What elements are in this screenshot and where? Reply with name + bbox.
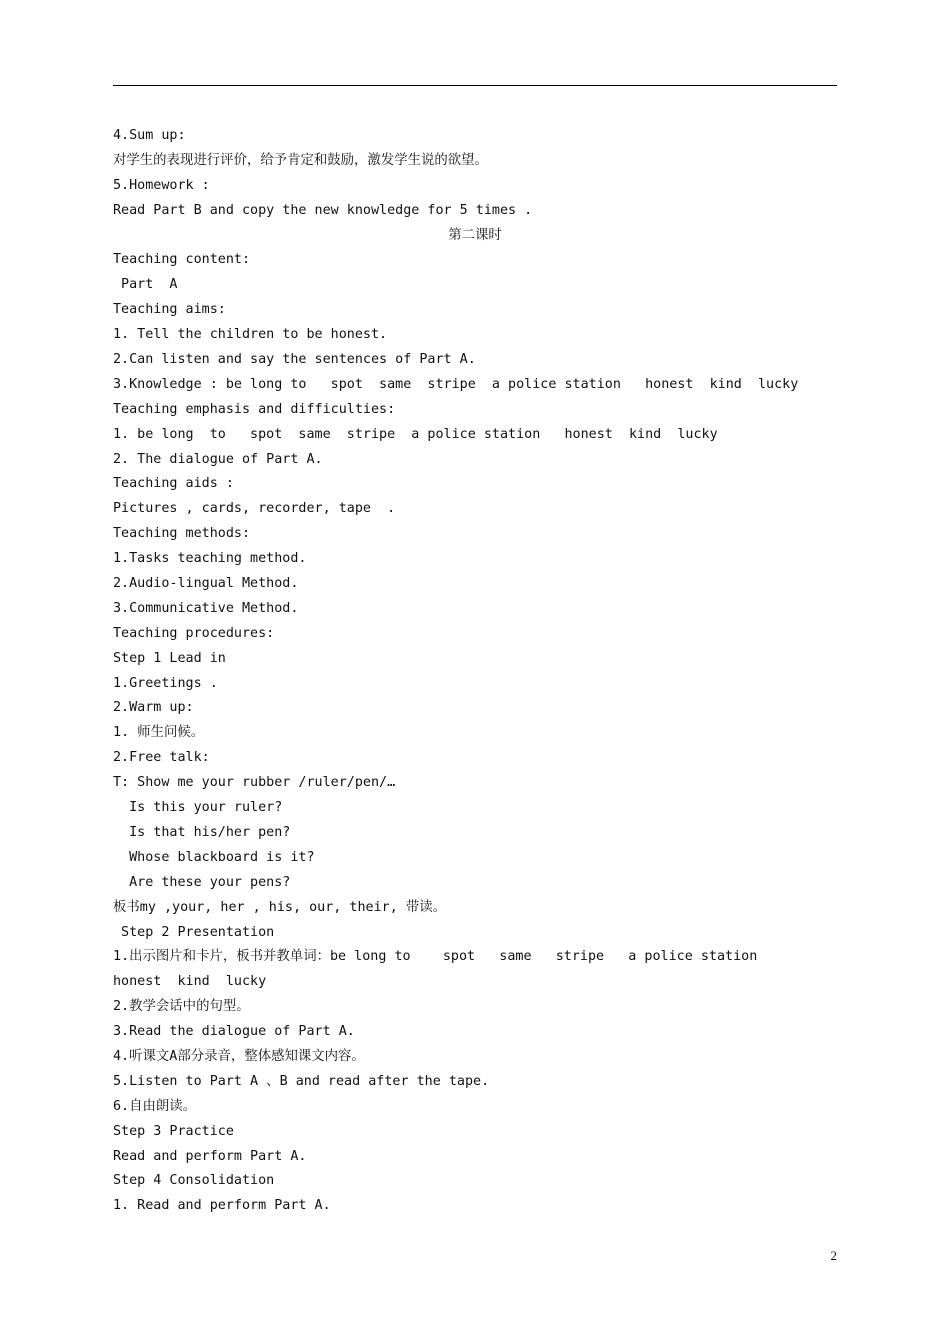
text-line: Part A bbox=[113, 277, 178, 293]
text-line: 1.出示图片和卡片，板书并教单词：be long to spot same stripe a police station bbox=[113, 949, 758, 965]
text-line: Teaching methods: bbox=[113, 526, 251, 542]
text-line: 5.Listen to Part A 、B and read after the tape. bbox=[113, 1073, 490, 1089]
text-line: Step 1 Lead in bbox=[113, 650, 226, 666]
text-line: 1.Tasks teaching method. bbox=[113, 551, 307, 567]
text-line: Are these your pens? bbox=[113, 874, 291, 890]
text-line: honest kind lucky bbox=[113, 974, 267, 990]
text-line: 2.Warm up: bbox=[113, 700, 194, 716]
text-line: 5.Homework : bbox=[113, 177, 210, 193]
text-line: Teaching aids : bbox=[113, 476, 234, 492]
text-line: Read and perform Part A. bbox=[113, 1148, 307, 1164]
section-heading: 第二课时 bbox=[448, 227, 502, 243]
text-line: 4.听课文A部分录音，整体感知课文内容。 bbox=[113, 1048, 365, 1064]
text-line: 3.Knowledge : be long to spot same stripe a police station honest kind lucky bbox=[113, 376, 799, 392]
text-line: 1. be long to spot same stripe a police station honest kind lucky bbox=[113, 426, 718, 442]
text-line: 2.教学会话中的句型。 bbox=[113, 999, 250, 1015]
text-line: 6.自由朗读。 bbox=[113, 1098, 197, 1114]
text-line: 2. The dialogue of Part A. bbox=[113, 451, 323, 467]
text-line: 3.Read the dialogue of Part A. bbox=[113, 1024, 355, 1040]
text-line: 1. Read and perform Part A. bbox=[113, 1198, 331, 1214]
text-line: Step 3 Practice bbox=[113, 1123, 234, 1139]
text-line: Is that his/her pen? bbox=[113, 824, 291, 840]
text-line: Whose blackboard is it? bbox=[113, 849, 315, 865]
document-body bbox=[113, 124, 837, 1219]
text-line: Read Part B and copy the new knowledge for 5 times . bbox=[113, 202, 533, 218]
text-line: Pictures , cards, recorder, tape . bbox=[113, 501, 396, 517]
text-line: 2.Can listen and say the sentences of Part A. bbox=[113, 352, 476, 368]
text-line: T: Show me your rubber /ruler/pen/… bbox=[113, 775, 396, 791]
text-line: 2.Audio-lingual Method. bbox=[113, 576, 299, 592]
text-line: Step 4 Consolidation bbox=[113, 1173, 275, 1189]
text-line: Teaching content: bbox=[113, 252, 251, 268]
text-line: 1. 师生问候。 bbox=[113, 725, 205, 741]
text-line: Teaching aims: bbox=[113, 302, 226, 318]
text-line: 3.Communicative Method. bbox=[113, 600, 299, 616]
text-line: 1.Greetings . bbox=[113, 675, 218, 691]
text-line: Teaching emphasis and difficulties: bbox=[113, 401, 396, 417]
text-line: Is this your ruler? bbox=[113, 800, 283, 816]
text-line: 4.Sum up: bbox=[113, 128, 186, 143]
header-rule bbox=[113, 85, 837, 86]
page-number: 2 bbox=[830, 1248, 837, 1263]
text-line: Step 2 Presentation bbox=[113, 924, 275, 940]
text-line: 板书my ,your, her , his, our, their, 带读。 bbox=[113, 899, 446, 915]
text-line: 2.Free talk: bbox=[113, 750, 210, 766]
text-line: Teaching procedures: bbox=[113, 625, 275, 641]
text-line: 1. Tell the children to be honest. bbox=[113, 327, 388, 343]
text-line: 对学生的表现进行评价，给予肯定和鼓励，激发学生说的欲望。 bbox=[113, 152, 488, 168]
